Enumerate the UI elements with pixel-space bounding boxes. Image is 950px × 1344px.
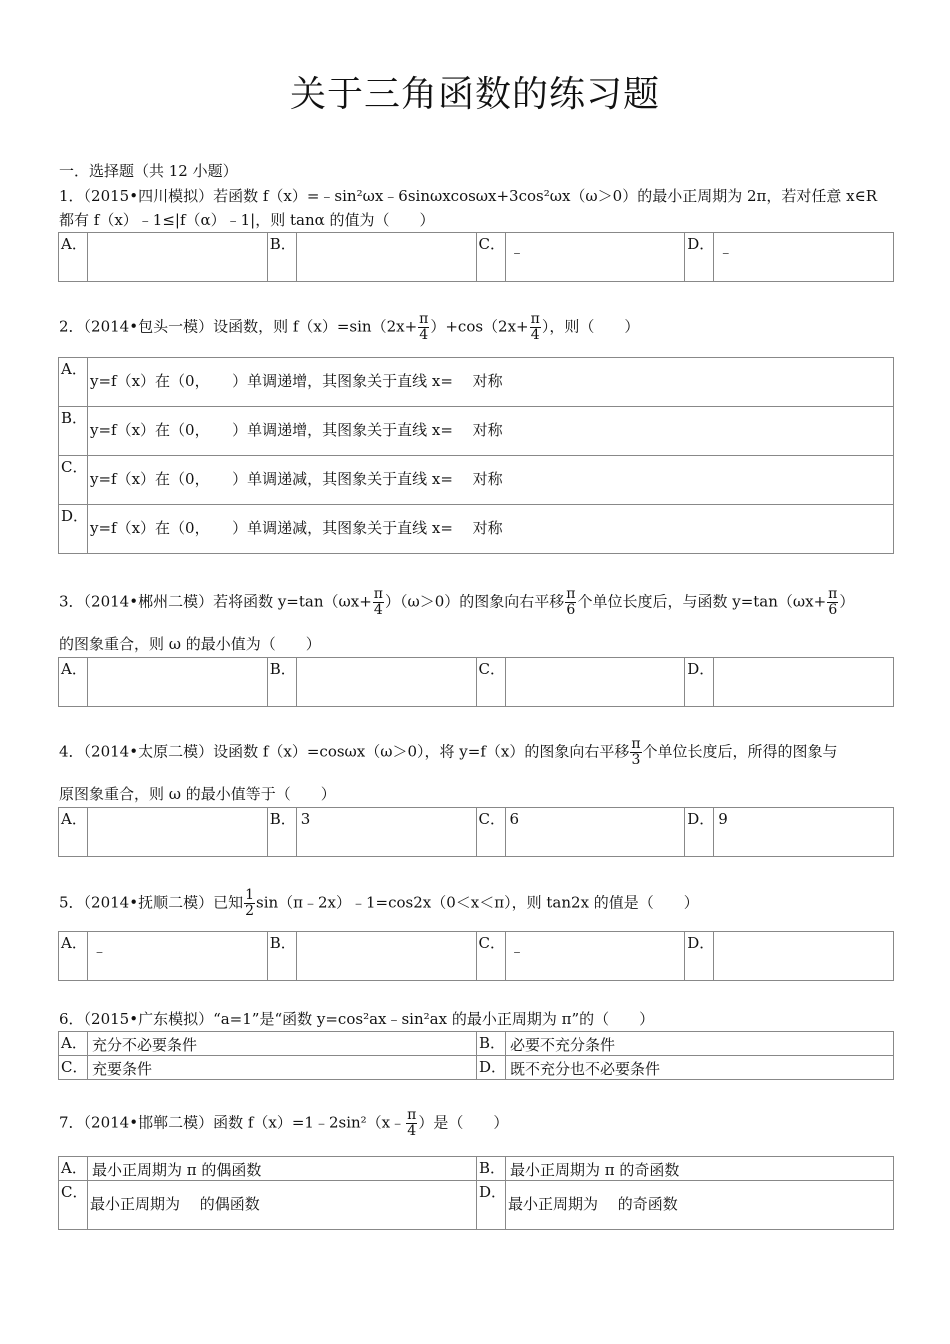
option-a-label: A． [59, 358, 88, 407]
option-c-label: C． [59, 1056, 88, 1080]
option-a-value: 充分不必要条件 [88, 1032, 477, 1056]
option-c-value: ﹣ [505, 932, 685, 981]
question-5-options [58, 931, 894, 981]
option-c-value: y=f（x）在（0， ）单调递减，其图象关于直线 x= 对称 [88, 456, 894, 505]
option-c-label: C． [59, 456, 88, 505]
fraction-pi-over-3: $\frac{\pi}{3}$ [631, 736, 641, 768]
option-d-label: D． [477, 1181, 506, 1230]
option-a-value [88, 808, 268, 857]
question-3-line-2: 的图象重合，则 ω 的最小值为（ ） [59, 635, 321, 653]
question-1-line-1: 1．（2015•四川模拟）若函数 f（x）=﹣sin²ωx﹣6sinωxcosωx+3cos²ωx（ω＞0）的最小正周期为 2π，若对任意 x∈R [59, 187, 878, 205]
option-a-label: A． [59, 1032, 88, 1056]
option-d-value: y=f（x）在（0， ）单调递减，其图象关于直线 x= 对称 [88, 505, 894, 554]
option-d-value: ﹣ [714, 233, 894, 282]
option-a-label: A． [59, 1157, 88, 1181]
option-b-label: B． [267, 658, 296, 707]
question-4-line-1: 4．（2014•太原二模）设函数 f（x）=cosωx（ω＞0），将 y=f（x）的图象向右平移 $\frac{\pi}{3}$ 个单位长度后，所得的图象与 [59, 736, 838, 768]
option-b-label: B． [267, 808, 296, 857]
fraction-pi-over-4: $\frac{\pi}{4}$ [530, 311, 540, 343]
option-a-label: A． [59, 808, 88, 857]
question-3-options [58, 657, 894, 707]
option-d-value: 9 [714, 808, 894, 857]
option-b-label: B． [477, 1032, 506, 1056]
question-6-options [58, 1031, 894, 1080]
question-1-options [58, 232, 894, 282]
question-3-line-1: 3．（2014•郴州二模）若将函数 y=tan（ωx+ $\frac{\pi}{4}$ ）（ω＞0）的图象向右平移 $\frac{\pi}{6}$ 个单位长度后，与函数 y=tan（ωx+ $\frac{\pi}{6}$ ） [59, 586, 855, 618]
question-4-line-2: 原图象重合，则 ω 的最小值等于（ ） [59, 785, 336, 803]
option-c-label: C． [476, 932, 505, 981]
fraction-pi-over-6: $\frac{\pi}{6}$ [828, 586, 838, 618]
option-b-label: B． [477, 1157, 506, 1181]
option-b-label: B． [59, 407, 88, 456]
option-a-label: A． [59, 658, 88, 707]
option-b-label: B． [267, 233, 296, 282]
option-b-value: y=f（x）在（0， ）单调递增，其图象关于直线 x= 对称 [88, 407, 894, 456]
option-d-value [714, 658, 894, 707]
option-d-label: D． [685, 808, 714, 857]
question-7-options [58, 1156, 894, 1230]
option-c-label: C． [476, 233, 505, 282]
option-c-value: 充要条件 [88, 1056, 477, 1080]
section-heading: 一．选择题（共 12 小题） [59, 162, 238, 180]
fraction-pi-over-4: $\frac{\pi}{4}$ [407, 1107, 417, 1139]
option-b-value: 3 [296, 808, 476, 857]
option-a-label: A． [59, 233, 88, 282]
option-b-label: B． [267, 932, 296, 981]
question-6-stem: 6．（2015•广东模拟）“a=1”是“函数 y=cos²ax﹣sin²ax 的最小正周期为 π”的（ ） [59, 1010, 655, 1028]
option-c-label: C． [59, 1181, 88, 1230]
option-a-label: A． [59, 932, 88, 981]
option-c-value [505, 658, 685, 707]
question-7-stem: 7．（2014•邯郸二模）函数 f（x）=1﹣2sin²（x﹣ $\frac{\pi}{4}$ ）是（ ） [59, 1107, 509, 1139]
question-2-stem: 2．（2014•包头一模）设函数，则 f（x）=sin（2x+ $\frac{\pi}{4}$ ）+cos（2x+ $\frac{\pi}{4}$ ），则（ ） [59, 311, 640, 343]
option-c-value: 最小正周期为 的偶函数 [88, 1181, 477, 1230]
option-a-value [88, 233, 268, 282]
option-b-value: 最小正周期为 π 的奇函数 [506, 1157, 894, 1181]
option-a-value: y=f（x）在（0， ）单调递增，其图象关于直线 x= 对称 [88, 358, 894, 407]
question-1-line-2: 都有 f（x）﹣1≤|f（α）﹣1|，则 tanα 的值为（ ） [59, 211, 435, 229]
option-b-value [296, 233, 476, 282]
option-d-value [714, 932, 894, 981]
option-b-value: 必要不充分条件 [506, 1032, 894, 1056]
option-c-label: C． [476, 658, 505, 707]
option-b-value [296, 658, 476, 707]
option-a-value: 最小正周期为 π 的偶函数 [88, 1157, 477, 1181]
option-c-label: C． [476, 808, 505, 857]
option-d-label: D． [685, 233, 714, 282]
option-d-label: D． [477, 1056, 506, 1080]
question-4-options [58, 807, 894, 857]
option-d-value: 既不充分也不必要条件 [506, 1056, 894, 1080]
question-2-options [58, 357, 894, 554]
option-b-value [296, 932, 476, 981]
option-d-label: D． [685, 658, 714, 707]
fraction-pi-over-4: $\frac{\pi}{4}$ [419, 311, 429, 343]
fraction-one-half: $\frac{1}{2}$ [245, 887, 254, 919]
option-d-value: 最小正周期为 的奇函数 [506, 1181, 894, 1230]
option-d-label: D． [59, 505, 88, 554]
page-title: 关于三角函数的练习题 [289, 74, 660, 115]
option-c-value: 6 [505, 808, 685, 857]
question-5-stem: 5．（2014•抚顺二模）已知 $\frac{1}{2}$ sin（π﹣2x）﹣1=cos2x（0＜x＜π），则 tan2x 的值是（ ） [59, 887, 699, 919]
option-d-label: D． [685, 932, 714, 981]
fraction-pi-over-4: $\frac{\pi}{4}$ [373, 586, 383, 618]
option-a-value: ﹣ [88, 932, 268, 981]
option-a-value [88, 658, 268, 707]
fraction-pi-over-6: $\frac{\pi}{6}$ [566, 586, 576, 618]
option-c-value: ﹣ [505, 233, 685, 282]
